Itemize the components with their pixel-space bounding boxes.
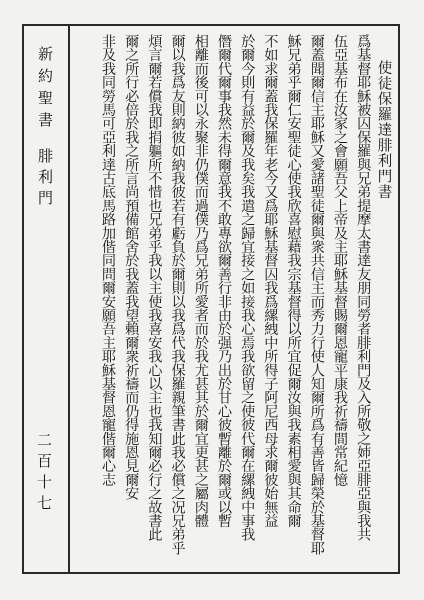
text-column: 相離而後可以永聚非仍僕而過僕乃爲兄弟所愛者而於我尤甚其於爾宜更甚之屬肉體 [192, 34, 209, 528]
text-column: 非及我同勞馬可亞利達古底馬路加偕同問爾安願吾主耶穌基督恩寵偕爾心志 [100, 34, 116, 487]
text-column: 爾蓋聞爾信主耶穌又愛諸聖徒爾與衆共信主而秀力行使人知爾所爲有善皆歸榮於基督耶 [308, 34, 325, 555]
text-column: 不如求爾蓋我保羅年老今又爲耶穌基督囚我爲縲絏中所得子阿尼西母求爾彼始無益 [262, 34, 279, 528]
section-label: 腓利門 [36, 148, 54, 211]
text-column: 伍亞基布在汝家之會願吾父上帝及主耶穌基督賜爾恩寵平康我祈禱間常紀憶 [332, 34, 348, 487]
text-column: 爾之所行必倍於我之所言尚預備館舍於我蓋我望賴爾衆祈禱而仍得施恩見爾安 [123, 34, 140, 500]
page-number: 二百十七 [35, 432, 53, 516]
text-column: 僭爾代爾事我然未得爾意我不敢專欲爾善行非由於强乃出於甘心彼暫離於爾或以暫 [216, 34, 232, 528]
frame-bottom-rule [22, 572, 400, 574]
chapter-heading: 使徒保羅達腓利門書 [375, 60, 392, 200]
text-column: 爾以我爲友則納彼如納我彼若有虧負於爾則以我爲代我保羅親筆書此我必償之况兄弟乎 [169, 34, 186, 555]
frame-right-rule [398, 24, 400, 574]
text-column: 於爾今則有益於爾及我矣我遣之歸宜接之如接我心焉我欲留之使彼代爾在縲絏中事我 [239, 34, 256, 541]
margin-divider-rule [68, 24, 70, 574]
frame-top-rule [22, 24, 400, 26]
text-column: 爲基督耶穌被囚保羅與兄弟提摩太書達友朋同勞者腓利門及入所敬之姉亞腓亞與我共 [355, 34, 372, 541]
book-title: 新約聖書 [36, 46, 54, 134]
frame-left-rule [22, 24, 24, 574]
text-column: 穌兄弟乎爾仁安聖徒心使我欣喜慰藉我宗基督得以所宜促爾汝與我素相愛與其命爾 [285, 34, 302, 528]
text-column: 煩言爾若償我即捐軀所不惜也兄弟乎我以主使我喜安我心以主也我知爾必行之故書此 [146, 34, 163, 541]
